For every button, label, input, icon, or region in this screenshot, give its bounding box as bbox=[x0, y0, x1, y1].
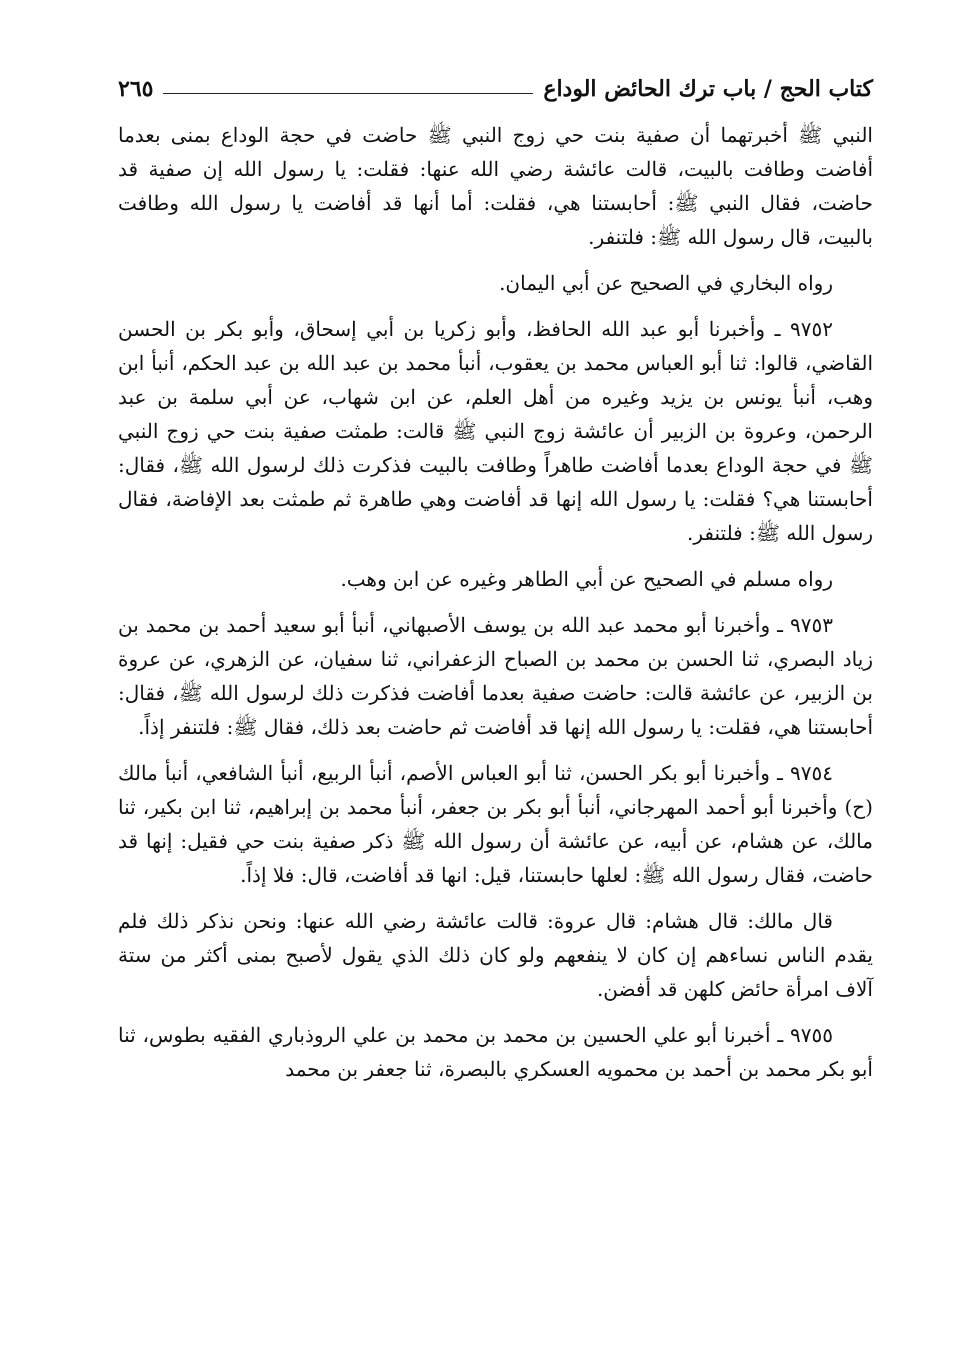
header-title: كتاب الحج / باب ترك الحائض الوداع bbox=[543, 76, 873, 102]
paragraph-malik-note: قال مالك: قال هشام: قال عروة: قالت عائشة رضي الله عنها: ونحن نذكر ذلك فلم يقدم الناس نساءهم إن كان لا ينفعهم ولو كان ذلك الذي يقول لأصبح بمنى أكثر من ستة آلاف امرأة حائض كلهن قد أفضن. bbox=[118, 909, 873, 1001]
paragraph-hadith-9754: ٩٧٥٤ ـ وأخبرنا أبو بكر الحسن، ثنا أبو العباس الأصم، أنبأ الربيع، أنبأ الشافعي، أنبأ مالك (ح) وأخبرنا أبو أحمد المهرجاني، أنبأ أبو بكر بن جعفر، أنبأ محمد بن إبراهيم، ثنا ابن بكير، ثنا مالك، عن هشام، عن أبيه، عن عائشة أن رسول الله ﷺ ذكر صفية بنت حي فقيل: إنها قد حاضت، فقال رسول الله ﷺ: لعلها حابستنا، قيل: انها قد أفاضت، قال: فلا إذاً. bbox=[118, 761, 873, 887]
paragraph-hadith-9755: ٩٧٥٥ ـ أخبرنا أبو علي الحسين بن محمد بن محمد بن علي الروذباري الفقيه بطوس، ثنا أبو بكر محمد بن أحمد بن محمويه العسكري بالبصرة، ثنا جعفر بن محمد bbox=[118, 1023, 873, 1081]
paragraph-continuation: النبي ﷺ أخبرتهما أن صفية بنت حي زوج النبي ﷺ حاضت في حجة الوداع بمنى بعدما أفاضت وطافت بالبيت، قالت عائشة رضي الله عنها: فقلت: يا رسول الله إن صفية قد حاضت، فقال النبي ﷺ: أحابستنا هي، فقلت: أما أنها قد أفاضت يا رسول الله وطافت بالبيت، قال رسول الله ﷺ: فلتنفر. bbox=[118, 123, 873, 249]
paragraph-hadith-9753: ٩٧٥٣ ـ وأخبرنا أبو محمد عبد الله بن يوسف الأصبهاني، أنبأ أبو سعيد أحمد بن محمد بن زياد البصري، ثنا الحسن بن محمد بن الصباح الزعفراني، ثنا سفيان، عن الزهري، عن عروة بن الزبير، عن عائشة قالت: حاضت صفية بعدما أفاضت فذكرت ذلك لرسول الله ﷺ، فقال: أحابستنا هي، فقلت: يا رسول الله إنها قد أفاضت ثم حاضت بعد ذلك، فقال ﷺ: فلتنفر إذاً. bbox=[118, 613, 874, 739]
header-rule bbox=[163, 93, 533, 94]
paragraph-hadith-9752: ٩٧٥٢ ـ وأخبرنا أبو عبد الله الحافظ، وأبو زكريا بن أبي إسحاق، وأبو بكر بن الحسن القاضي، قالوا: ثنا أبو العباس محمد بن يعقوب، أنبأ محمد بن عبد الله بن عبد الحكم، أنبأ ابن وهب، أنبأ يونس بن يزيد وغيره من أهل العلم، عن ابن شهاب، عن أبي سلمة بن عبد الرحمن، وعروة بن الزبير أن عائشة زوج النبي ﷺ قالت: طمثت صفية بنت حي زوج النبي ﷺ في حجة الوداع بعدما أفاضت طاهراً وطافت بالبيت فذكرت ذلك لرسول الله ﷺ، فقال: أحابستنا هي؟ فقلت: يا رسول الله إنها قد أفاضت وهي طاهرة ثم طمثت بعد الإفاضة، فقال رسول الله ﷺ: فلتنفر. bbox=[118, 317, 874, 545]
paragraph-attribution-bukhari: رواه البخاري في الصحيح عن أبي اليمان. bbox=[499, 271, 833, 295]
page-number: ٢٦٥ bbox=[118, 76, 154, 102]
paragraph-attribution-muslim: رواه مسلم في الصحيح عن أبي الطاهر وغيره عن ابن وهب. bbox=[340, 567, 833, 591]
running-header bbox=[118, 70, 873, 102]
